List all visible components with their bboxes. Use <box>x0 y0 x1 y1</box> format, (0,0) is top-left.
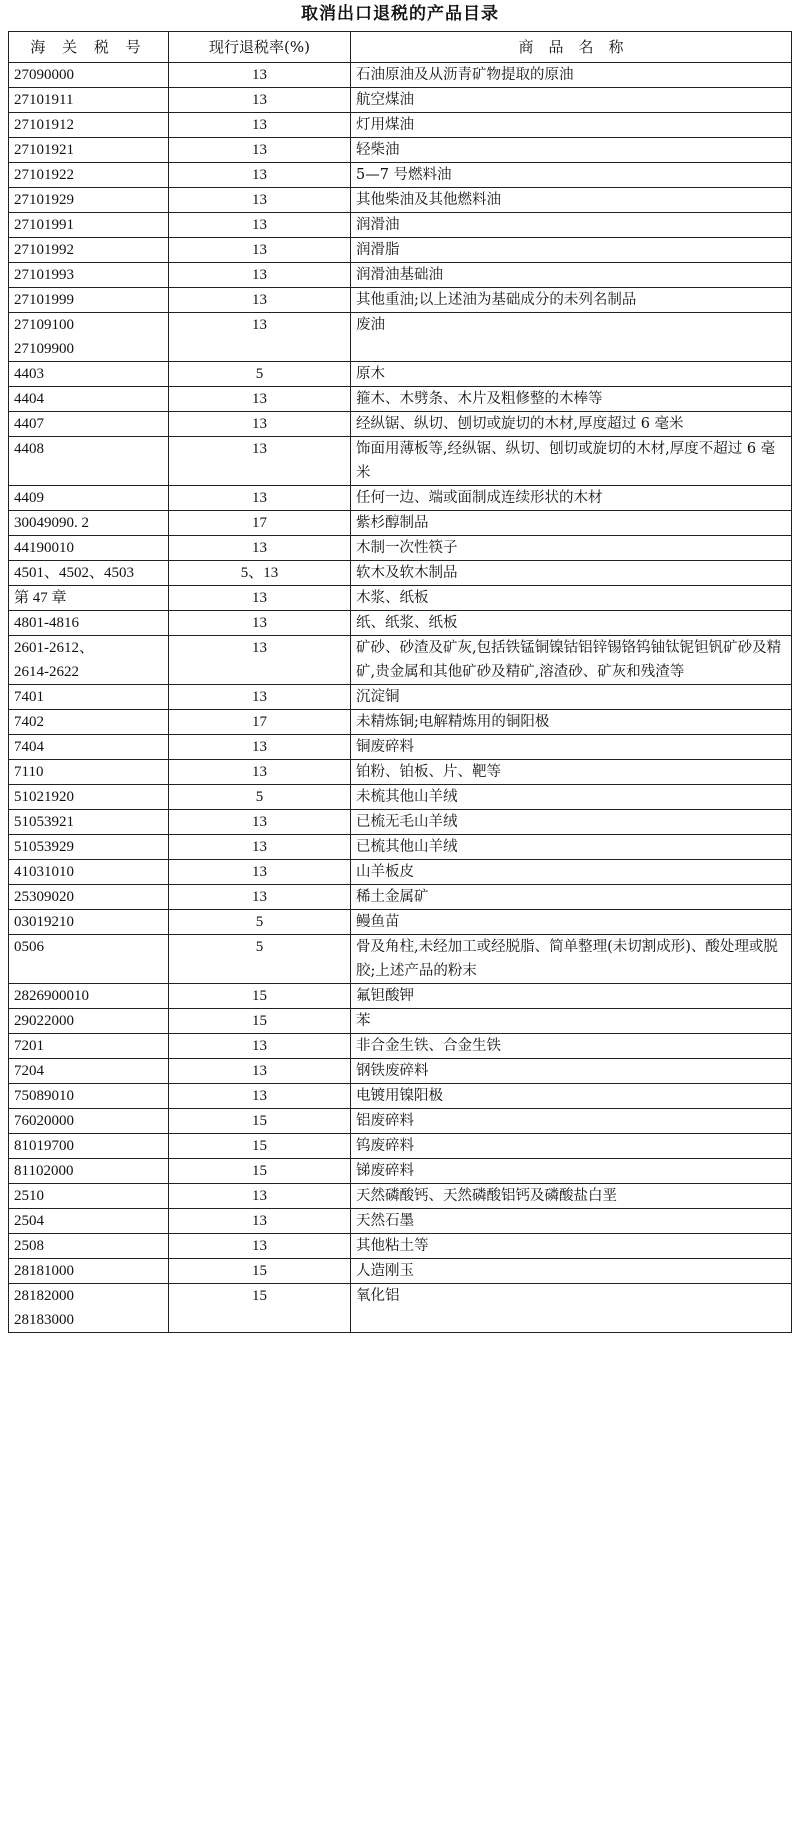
rebate-rate-cell: 13 <box>169 387 351 412</box>
product-name-cell: 稀土金属矿 <box>351 885 792 910</box>
rebate-rate-cell: 13 <box>169 735 351 760</box>
rebate-rate-cell: 5、13 <box>169 561 351 586</box>
customs-code-cell <box>9 1184 169 1209</box>
rebate-rate-cell: 5 <box>169 362 351 387</box>
rebate-rate-cell: 13 <box>169 1034 351 1059</box>
customs-code-cell <box>9 561 169 586</box>
customs-code-cell <box>9 760 169 785</box>
product-name-cell: 未精炼铜;电解精炼用的铜阳极 <box>351 710 792 735</box>
customs-code: 41031010 <box>14 864 74 880</box>
product-name-cell: 铂粉、铂板、片、靶等 <box>351 760 792 785</box>
customs-code-cell <box>9 710 169 735</box>
customs-code: 81019700 <box>14 1138 74 1154</box>
table-row <box>9 710 792 735</box>
table-row <box>9 88 792 113</box>
product-name-cell: 饰面用薄板等,经纵锯、纵切、刨切或旋切的木材,厚度不超过 6 毫米 <box>351 437 792 486</box>
customs-code-cell <box>9 1034 169 1059</box>
rebate-rate-cell: 17 <box>169 511 351 536</box>
customs-code-cell <box>9 636 169 685</box>
rebate-rate-cell: 13 <box>169 437 351 486</box>
rebate-rate-cell: 13 <box>169 1234 351 1259</box>
customs-code: 4408 <box>14 441 44 457</box>
rebate-rate-cell: 13 <box>169 536 351 561</box>
product-name-cell: 钨废碎料 <box>351 1134 792 1159</box>
customs-code-cell <box>9 685 169 710</box>
customs-code-cell <box>9 860 169 885</box>
product-name-cell: 天然石墨 <box>351 1209 792 1234</box>
product-name-cell: 灯用煤油 <box>351 113 792 138</box>
rebate-rate-cell: 13 <box>169 636 351 685</box>
customs-code: 25309020 <box>14 889 74 905</box>
customs-code-cell <box>9 486 169 511</box>
table-row <box>9 437 792 486</box>
table-row <box>9 1084 792 1109</box>
customs-code-cell <box>9 1059 169 1084</box>
customs-code: 76020000 <box>14 1113 74 1129</box>
table-row <box>9 885 792 910</box>
table-body <box>9 63 792 1333</box>
table-row <box>9 984 792 1009</box>
customs-code: 28183000 <box>14 1312 74 1328</box>
table-row <box>9 586 792 611</box>
customs-code: 7401 <box>14 689 44 705</box>
rebate-rate-cell: 13 <box>169 288 351 313</box>
product-name-cell: 非合金生铁、合金生铁 <box>351 1034 792 1059</box>
table-row <box>9 561 792 586</box>
table-row <box>9 486 792 511</box>
header-rebate-rate: 现行退税率(%) <box>169 32 351 63</box>
customs-code: 28181000 <box>14 1263 74 1279</box>
rebate-rate-cell: 13 <box>169 238 351 263</box>
customs-code-cell <box>9 1109 169 1134</box>
product-name-cell: 已梳其他山羊绒 <box>351 835 792 860</box>
customs-code: 27101922 <box>14 167 74 183</box>
customs-code: 29022000 <box>14 1013 74 1029</box>
rebate-rate-cell: 15 <box>169 984 351 1009</box>
header-product-name: 商 品 名 称 <box>351 32 792 63</box>
rebate-rate-cell: 13 <box>169 313 351 362</box>
customs-code: 4801-4816 <box>14 615 79 631</box>
product-name-cell: 铜废碎料 <box>351 735 792 760</box>
table-row <box>9 735 792 760</box>
customs-code: 27101993 <box>14 267 74 283</box>
product-table <box>8 31 792 1333</box>
rebate-rate-cell: 13 <box>169 213 351 238</box>
product-name-cell: 电镀用镍阳极 <box>351 1084 792 1109</box>
table-row <box>9 835 792 860</box>
product-name-cell: 石油原油及从沥青矿物提取的原油 <box>351 63 792 88</box>
rebate-rate-cell: 13 <box>169 138 351 163</box>
customs-code-cell <box>9 437 169 486</box>
product-name-cell: 其他粘土等 <box>351 1234 792 1259</box>
customs-code-cell <box>9 288 169 313</box>
customs-code-cell <box>9 611 169 636</box>
customs-code-cell <box>9 412 169 437</box>
rebate-rate-cell: 13 <box>169 1184 351 1209</box>
product-name-cell: 航空煤油 <box>351 88 792 113</box>
customs-code: 0506 <box>14 939 44 955</box>
rebate-rate-cell: 13 <box>169 885 351 910</box>
product-name-cell: 废油 <box>351 313 792 362</box>
product-name-cell: 未梳其他山羊绒 <box>351 785 792 810</box>
customs-code: 27101921 <box>14 142 74 158</box>
rebate-rate-cell: 13 <box>169 1059 351 1084</box>
table-row <box>9 288 792 313</box>
customs-code: 2614-2622 <box>14 664 79 680</box>
customs-code: 7402 <box>14 714 44 730</box>
rebate-rate-cell: 15 <box>169 1009 351 1034</box>
table-row <box>9 313 792 362</box>
product-name-cell: 原木 <box>351 362 792 387</box>
customs-code: 44190010 <box>14 540 74 556</box>
customs-code: 7201 <box>14 1038 44 1054</box>
table-row <box>9 1259 792 1284</box>
customs-code-cell <box>9 885 169 910</box>
customs-code-cell <box>9 586 169 611</box>
customs-code: 4403 <box>14 366 44 382</box>
rebate-rate-cell: 13 <box>169 1209 351 1234</box>
rebate-rate-cell: 15 <box>169 1159 351 1184</box>
customs-code: 4409 <box>14 490 44 506</box>
customs-code: 27101992 <box>14 242 74 258</box>
rebate-rate-cell: 13 <box>169 88 351 113</box>
product-name-cell: 天然磷酸钙、天然磷酸铝钙及磷酸盐白垩 <box>351 1184 792 1209</box>
product-name-cell: 5—7 号燃料油 <box>351 163 792 188</box>
document-title: 取消出口退税的产品目录 <box>301 4 499 24</box>
product-name-cell: 氧化铝 <box>351 1284 792 1333</box>
product-name-cell: 其他重油;以上述油为基础成分的未列名制品 <box>351 288 792 313</box>
rebate-rate-cell: 13 <box>169 486 351 511</box>
rebate-rate-cell: 13 <box>169 611 351 636</box>
customs-code-cell <box>9 238 169 263</box>
rebate-rate-cell: 13 <box>169 860 351 885</box>
customs-code: 2601-2612、 <box>14 640 94 656</box>
customs-code-cell <box>9 138 169 163</box>
customs-code: 27101999 <box>14 292 74 308</box>
rebate-rate-cell: 13 <box>169 586 351 611</box>
product-name-cell: 软木及软木制品 <box>351 561 792 586</box>
product-name-cell: 润滑油 <box>351 213 792 238</box>
table-row <box>9 760 792 785</box>
table-row <box>9 536 792 561</box>
rebate-rate-cell: 13 <box>169 1084 351 1109</box>
table-row <box>9 362 792 387</box>
customs-code-cell <box>9 910 169 935</box>
customs-code-cell <box>9 1234 169 1259</box>
table-row <box>9 263 792 288</box>
customs-code-cell <box>9 1084 169 1109</box>
rebate-rate-cell: 13 <box>169 685 351 710</box>
product-name-cell: 任何一边、端或面制成连续形状的木材 <box>351 486 792 511</box>
customs-code-cell <box>9 1259 169 1284</box>
product-name-cell: 矿砂、砂渣及矿灰,包括铁锰铜镍钴铝锌锡铬钨铀钛铌钽钒矿砂及精矿,贵金属和其他矿砂及精矿,溶渣砂、矿灰和残渣等 <box>351 636 792 685</box>
customs-code: 27109900 <box>14 341 74 357</box>
table-row <box>9 63 792 88</box>
customs-code: 51053929 <box>14 839 74 855</box>
table-row <box>9 1009 792 1034</box>
table-row <box>9 412 792 437</box>
customs-code: 4404 <box>14 391 44 407</box>
product-name-cell: 人造刚玉 <box>351 1259 792 1284</box>
product-name-cell: 锑废碎料 <box>351 1159 792 1184</box>
customs-code-cell <box>9 362 169 387</box>
customs-code: 51021920 <box>14 789 74 805</box>
table-row <box>9 860 792 885</box>
product-name-cell: 经纵锯、纵切、刨切或旋切的木材,厚度超过 6 毫米 <box>351 412 792 437</box>
customs-code: 7204 <box>14 1063 44 1079</box>
customs-code-cell <box>9 1159 169 1184</box>
table-row <box>9 387 792 412</box>
table-row <box>9 138 792 163</box>
customs-code-cell <box>9 213 169 238</box>
rebate-rate-cell: 13 <box>169 835 351 860</box>
rebate-rate-cell: 13 <box>169 163 351 188</box>
customs-code: 03019210 <box>14 914 74 930</box>
customs-code-cell <box>9 113 169 138</box>
product-name-cell: 润滑油基础油 <box>351 263 792 288</box>
customs-code: 27109100 <box>14 317 74 333</box>
customs-code-cell <box>9 511 169 536</box>
rebate-rate-cell: 17 <box>169 710 351 735</box>
customs-code-cell <box>9 835 169 860</box>
customs-code-cell <box>9 1134 169 1159</box>
product-name-cell: 已梳无毛山羊绒 <box>351 810 792 835</box>
header-customs-code: 海 关 税 号 <box>9 32 169 63</box>
product-name-cell: 苯 <box>351 1009 792 1034</box>
customs-code: 2826900010 <box>14 988 89 1004</box>
product-name-cell: 鳗鱼苗 <box>351 910 792 935</box>
product-name-cell: 木浆、纸板 <box>351 586 792 611</box>
table-row <box>9 213 792 238</box>
table-row <box>9 611 792 636</box>
product-name-cell: 其他柴油及其他燃料油 <box>351 188 792 213</box>
table-row <box>9 1134 792 1159</box>
product-name-cell: 沉淀铜 <box>351 685 792 710</box>
product-name-cell: 骨及角柱,未经加工或经脱脂、简单整理(未切割成形)、酸处理或脱胶;上述产品的粉末 <box>351 935 792 984</box>
product-name-cell: 木制一次性筷子 <box>351 536 792 561</box>
rebate-rate-cell: 5 <box>169 935 351 984</box>
customs-code: 51053921 <box>14 814 74 830</box>
customs-code: 第 47 章 <box>14 590 67 606</box>
table-row <box>9 511 792 536</box>
customs-code-cell <box>9 63 169 88</box>
rebate-rate-cell: 15 <box>169 1109 351 1134</box>
customs-code: 2510 <box>14 1188 44 1204</box>
table-row <box>9 810 792 835</box>
product-name-cell: 铝废碎料 <box>351 1109 792 1134</box>
customs-code: 7110 <box>14 764 44 780</box>
table-row <box>9 1284 792 1333</box>
customs-code: 27101991 <box>14 217 74 233</box>
rebate-rate-cell: 13 <box>169 63 351 88</box>
customs-code: 28182000 <box>14 1288 74 1304</box>
customs-code-cell <box>9 536 169 561</box>
rebate-rate-cell: 5 <box>169 910 351 935</box>
table-row <box>9 636 792 685</box>
customs-code-cell <box>9 785 169 810</box>
product-name-cell: 润滑脂 <box>351 238 792 263</box>
customs-code: 4501、4502、4503 <box>14 565 135 581</box>
table-row <box>9 685 792 710</box>
product-name-cell: 钢铁废碎料 <box>351 1059 792 1084</box>
customs-code: 75089010 <box>14 1088 74 1104</box>
table-row <box>9 1234 792 1259</box>
table-row <box>9 238 792 263</box>
customs-code-cell <box>9 88 169 113</box>
customs-code-cell <box>9 188 169 213</box>
customs-code: 27101911 <box>14 92 74 108</box>
product-name-cell: 氟钽酸钾 <box>351 984 792 1009</box>
table-row <box>9 785 792 810</box>
rebate-rate-cell: 13 <box>169 113 351 138</box>
rebate-rate-cell: 13 <box>169 810 351 835</box>
customs-code: 27090000 <box>14 67 74 83</box>
table-row <box>9 1059 792 1084</box>
customs-code: 7404 <box>14 739 44 755</box>
customs-code: 2508 <box>14 1238 44 1254</box>
customs-code-cell <box>9 1209 169 1234</box>
product-name-cell: 山羊板皮 <box>351 860 792 885</box>
customs-code-cell <box>9 735 169 760</box>
customs-code: 4407 <box>14 416 44 432</box>
table-row <box>9 910 792 935</box>
rebate-rate-cell: 13 <box>169 412 351 437</box>
customs-code-cell <box>9 387 169 412</box>
customs-code: 2504 <box>14 1213 44 1229</box>
product-name-cell: 箍木、木劈条、木片及粗修整的木棒等 <box>351 387 792 412</box>
table-row <box>9 1184 792 1209</box>
product-name-cell: 纸、纸浆、纸板 <box>351 611 792 636</box>
table-header-row <box>9 32 792 63</box>
rebate-rate-cell: 13 <box>169 760 351 785</box>
table-row <box>9 935 792 984</box>
customs-code-cell <box>9 313 169 362</box>
rebate-rate-cell: 15 <box>169 1134 351 1159</box>
rebate-rate-cell: 5 <box>169 785 351 810</box>
rebate-rate-cell: 13 <box>169 263 351 288</box>
product-name-cell: 紫杉醇制品 <box>351 511 792 536</box>
customs-code: 30049090. 2 <box>14 515 89 531</box>
rebate-rate-cell: 13 <box>169 188 351 213</box>
table-row <box>9 1209 792 1234</box>
customs-code-cell <box>9 810 169 835</box>
table-row <box>9 163 792 188</box>
customs-code-cell <box>9 263 169 288</box>
customs-code-cell <box>9 1284 169 1333</box>
customs-code-cell <box>9 984 169 1009</box>
rebate-rate-cell: 15 <box>169 1284 351 1333</box>
table-row <box>9 188 792 213</box>
customs-code-cell <box>9 1009 169 1034</box>
table-row <box>9 1159 792 1184</box>
customs-code: 27101912 <box>14 117 74 133</box>
customs-code-cell <box>9 163 169 188</box>
product-name-cell: 轻柴油 <box>351 138 792 163</box>
customs-code-cell <box>9 935 169 984</box>
customs-code: 81102000 <box>14 1163 74 1179</box>
table-row <box>9 1034 792 1059</box>
customs-code: 27101929 <box>14 192 74 208</box>
table-row <box>9 113 792 138</box>
rebate-rate-cell: 15 <box>169 1259 351 1284</box>
table-row <box>9 1109 792 1134</box>
